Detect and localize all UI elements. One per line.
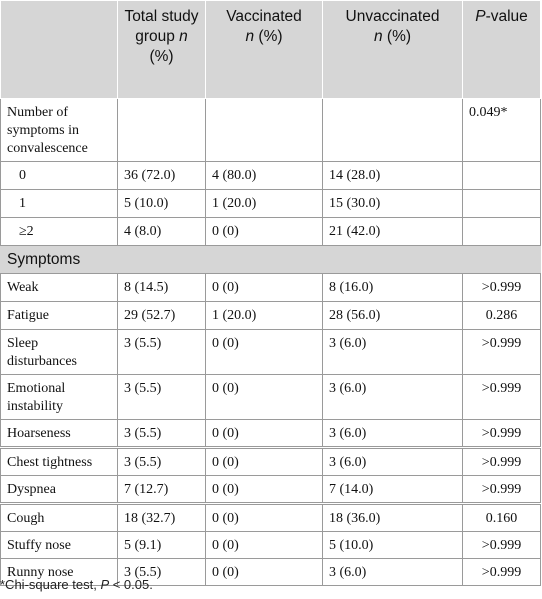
cell-unvaccinated: 3 (6.0) [323,559,463,586]
cell-p-value: >0.999 [463,532,541,559]
cell-total: 7 (12.7) [118,476,206,504]
cell-total: 5 (9.1) [118,532,206,559]
table-row [1,190,541,218]
row-label: Dyspnea [1,476,118,504]
row-label: Emotional instability [1,375,118,420]
cell-total: 3 (5.5) [118,330,206,375]
convalescence-label: Number of symptoms in convalescence [1,99,118,162]
cell-vaccinated: 0 (0) [206,532,323,559]
cell-vaccinated: 4 (80.0) [206,162,323,190]
table-row [1,532,541,559]
table-row [1,476,541,504]
cell-total: 8 (14.5) [118,274,206,302]
cell-vaccinated: 0 (0) [206,375,323,420]
row-label: Sleep disturbances [1,330,118,375]
empty-cell [323,99,463,162]
cell-vaccinated: 0 (0) [206,504,323,532]
empty-cell [206,99,323,162]
cell-unvaccinated: 28 (56.0) [323,302,463,330]
cell-unvaccinated: 21 (42.0) [323,218,463,246]
cell-p-value: >0.999 [463,559,541,586]
cell-unvaccinated: 3 (6.0) [323,375,463,420]
cell-p-value: >0.999 [463,448,541,476]
row-label: Runny nose [1,559,118,586]
header-row [1,1,541,99]
cell-total: 5 (10.0) [118,190,206,218]
cell-vaccinated: 0 (0) [206,274,323,302]
cell-unvaccinated: 3 (6.0) [323,420,463,448]
table-footnote: *Chi-square test, P < 0.05. [0,577,153,592]
cell-total: 3 (5.5) [118,559,206,586]
cell-p-value [463,162,541,190]
row-label: ≥2 [1,218,118,246]
cell-total: 36 (72.0) [118,162,206,190]
cell-unvaccinated: 14 (28.0) [323,162,463,190]
cell-p-value: 0.286 [463,302,541,330]
table-row [1,302,541,330]
table-row [1,274,541,302]
cell-unvaccinated: 3 (6.0) [323,330,463,375]
table-row [1,375,541,420]
section-header-row [1,246,541,274]
cell-vaccinated: 0 (0) [206,420,323,448]
cell-vaccinated: 1 (20.0) [206,302,323,330]
empty-cell [118,99,206,162]
row-label: Chest tightness [1,448,118,476]
cell-total: 18 (32.7) [118,504,206,532]
row-label: Hoarseness [1,420,118,448]
row-label: Fatigue [1,302,118,330]
table-row [1,218,541,246]
cell-total: 3 (5.5) [118,375,206,420]
convalescence-p-value: 0.049* [463,99,541,162]
cell-p-value: >0.999 [463,375,541,420]
header-empty [1,1,118,99]
table-row [1,420,541,448]
cell-total: 3 (5.5) [118,448,206,476]
header-total: Total study group n (%) [118,1,206,99]
cell-unvaccinated: 5 (10.0) [323,532,463,559]
cell-unvaccinated: 7 (14.0) [323,476,463,504]
cell-p-value: >0.999 [463,420,541,448]
row-label: 1 [1,190,118,218]
row-label: Weak [1,274,118,302]
cell-vaccinated: 0 (0) [206,330,323,375]
cell-unvaccinated: 18 (36.0) [323,504,463,532]
cell-p-value [463,190,541,218]
header-unvaccinated: Unvaccinated n (%) [323,1,463,99]
row-label: 0 [1,162,118,190]
cell-p-value: >0.999 [463,476,541,504]
header-p-value: P-value [463,1,541,99]
table-row [1,162,541,190]
cell-vaccinated: 0 (0) [206,218,323,246]
cell-unvaccinated: 15 (30.0) [323,190,463,218]
convalescence-header-row [1,99,541,162]
cell-vaccinated: 0 (0) [206,448,323,476]
cell-total: 3 (5.5) [118,420,206,448]
cell-p-value: >0.999 [463,274,541,302]
cell-vaccinated: 1 (20.0) [206,190,323,218]
table-row [1,448,541,476]
cell-p-value: 0.160 [463,504,541,532]
cell-p-value: >0.999 [463,330,541,375]
cell-total: 4 (8.0) [118,218,206,246]
section-title: Symptoms [1,246,541,274]
header-vaccinated: Vaccinated n (%) [206,1,323,99]
row-label: Stuffy nose [1,532,118,559]
table-row [1,504,541,532]
cell-vaccinated: 0 (0) [206,476,323,504]
table-row [1,330,541,375]
cell-vaccinated: 0 (0) [206,559,323,586]
row-label: Cough [1,504,118,532]
cell-p-value [463,218,541,246]
cell-unvaccinated: 3 (6.0) [323,448,463,476]
cell-unvaccinated: 8 (16.0) [323,274,463,302]
cell-total: 29 (52.7) [118,302,206,330]
